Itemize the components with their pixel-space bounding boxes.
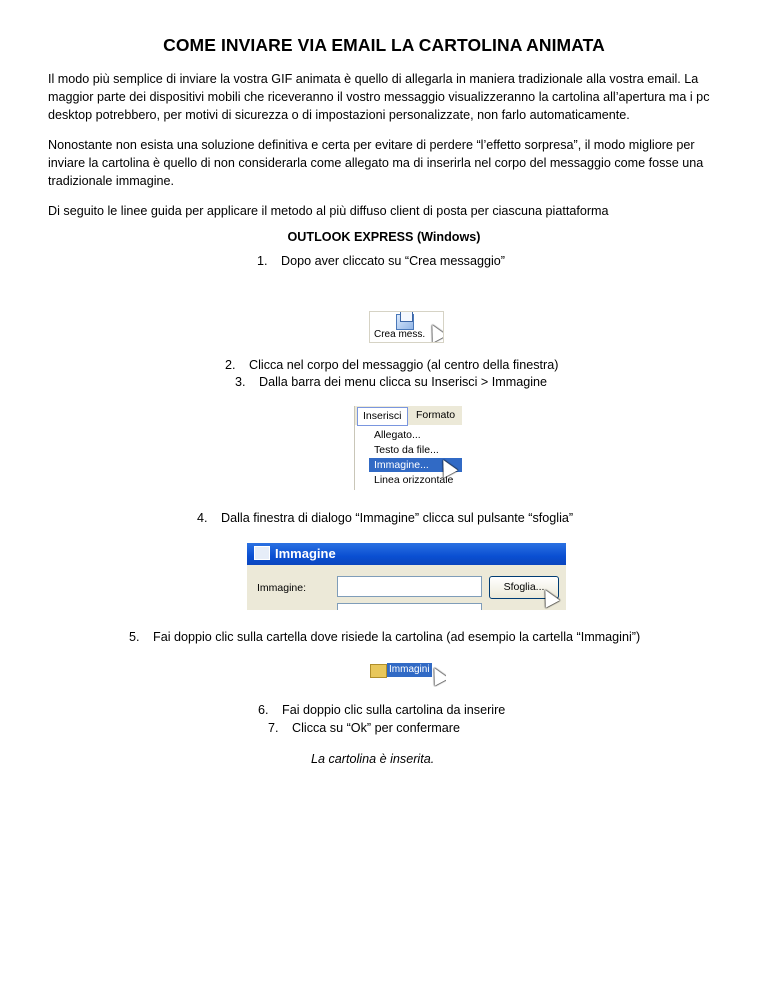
step-text: Fai doppio clic sulla cartolina da inserire (282, 703, 506, 717)
step-text: Dopo aver cliccato su “Crea messaggio” (281, 254, 505, 268)
step-number: 1. (257, 254, 268, 268)
menu-item-selected: Immagine... (369, 458, 462, 472)
crea-button-label: Crea mess. (374, 329, 426, 340)
step-number: 3. (235, 375, 246, 389)
section-title: OUTLOOK EXPRESS (Windows) (287, 230, 481, 244)
crea-messaggio-screenshot (369, 311, 444, 343)
secondary-field (337, 603, 482, 610)
step-number: 7. (268, 721, 279, 735)
final-note: La cartolina è inserita. (311, 752, 435, 766)
step-3 (235, 373, 547, 391)
intro-paragraph: Il modo più semplice di inviare la vostra GIF animata è quello di allegarla in maniera tradizionale alla vostra email. La maggior parte dei dispositivi mobili che riceveranno il vostro messaggio visualizzeranno la cartolina all’apertura ma i pc desktop potrebbero, per motivi di sicurezza o di impostazioni personalizzate, non farlo automaticamente. (48, 72, 710, 122)
cursor-icon (425, 321, 444, 343)
dialog-title: Immagine (275, 546, 336, 561)
field-label: Immagine: (257, 582, 307, 594)
menu-inserisci: Inserisci (357, 407, 408, 426)
folder-screenshot (368, 661, 446, 687)
step-text: Fai doppio clic sulla cartella dove risiede la cartolina (ad esempio la cartella “Immagini”) (153, 630, 641, 644)
step-text: Clicca nel corpo del messaggio (al centro della finestra) (249, 358, 559, 372)
document-title: COME INVIARE VIA EMAIL LA CARTOLINA ANIMATA (163, 35, 605, 55)
step-text: Dalla barra dei menu clicca su Inserisci > Immagine (259, 375, 548, 389)
image-icon (254, 546, 270, 560)
menu-item: Testo da file... (374, 444, 439, 456)
menu-bar (355, 406, 462, 425)
menu-item: Allegato... (374, 429, 421, 441)
method-paragraph: Nonostante non esista una soluzione definitiva e certa per evitare di perdere “l’effetto sorpresa”, il modo migliore per inviare la cartolina è quello di non considerarla come allegato ma di inserirla nel corpo del messaggio come fosse una tradizionale immagine. (48, 138, 704, 188)
step-4 (197, 509, 573, 527)
guidelines-paragraph: Di seguito le linee guida per applicare il metodo al più diffuso client di posta per ciascuna piattaforma (48, 204, 609, 218)
folder-label: Immagini (389, 664, 430, 675)
menu-formato: Formato (416, 409, 456, 421)
step-number: 5. (129, 630, 140, 644)
step-7 (268, 719, 460, 737)
step-2 (225, 356, 558, 374)
sfoglia-button: Sfoglia... (489, 576, 559, 599)
menu-item: Linea orizzontale (374, 474, 454, 486)
step-number: 2. (225, 358, 236, 372)
folder-icon (370, 664, 387, 678)
step-text: Clicca su “Ok” per confermare (292, 721, 460, 735)
dialog-titlebar (247, 543, 566, 565)
step-number: 4. (197, 511, 208, 525)
image-path-field (337, 576, 482, 597)
immagine-dialog-screenshot (247, 543, 566, 610)
step-number: 6. (258, 703, 269, 717)
step-text: Dalla finestra di dialogo “Immagine” clicca sul pulsante “sfoglia” (221, 511, 574, 525)
step-5 (129, 628, 640, 646)
insert-menu-screenshot (354, 406, 462, 490)
step-1 (257, 252, 505, 270)
new-message-icon (400, 311, 413, 322)
step-6 (258, 701, 505, 719)
